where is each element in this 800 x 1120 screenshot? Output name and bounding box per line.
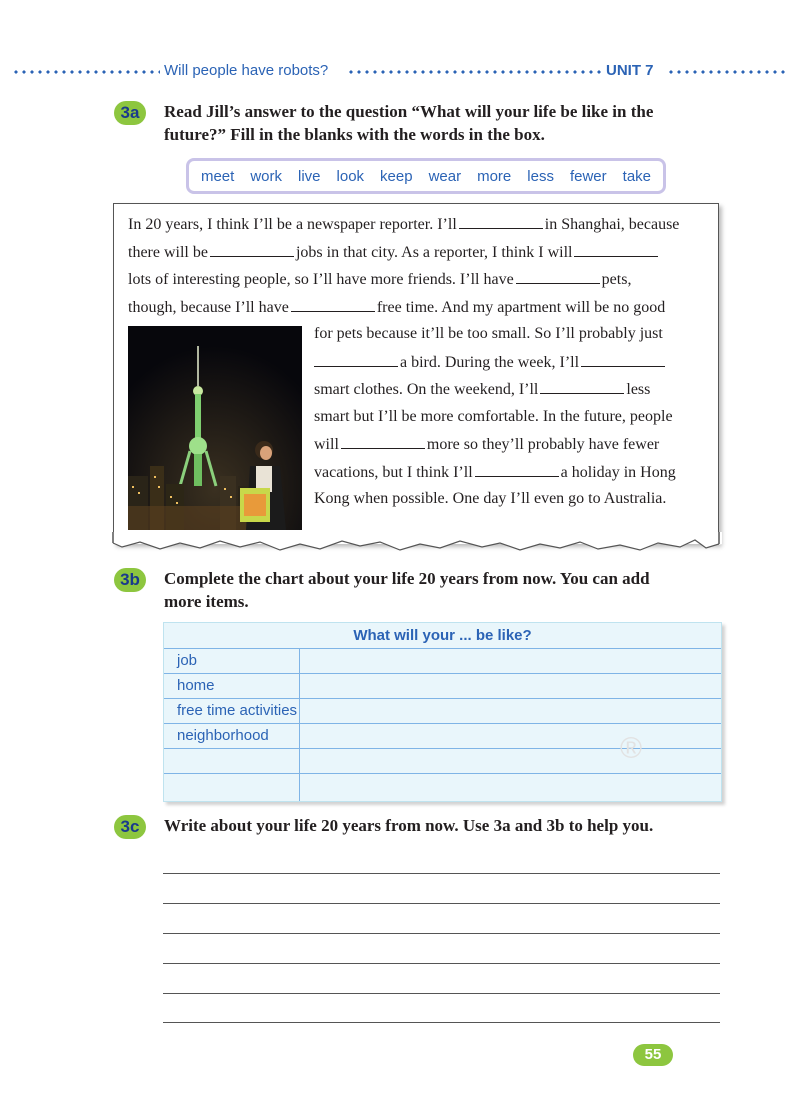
writing-line-1[interactable] bbox=[163, 873, 720, 874]
passage-line-3: lots of interesting people, so I’ll have more friends. I’ll have pets, bbox=[128, 271, 632, 288]
answer-blank-3[interactable] bbox=[574, 242, 658, 257]
header-dots-right bbox=[667, 70, 788, 74]
answer-blank-9[interactable] bbox=[341, 434, 425, 449]
instruction-3b-line2: more items. bbox=[164, 592, 249, 611]
chart-row-label: neighborhood bbox=[177, 727, 269, 744]
word-look: look bbox=[336, 167, 365, 185]
instruction-3a-line2: future?” Fill in the blanks with the words in the box. bbox=[164, 125, 545, 144]
chart-row-label: free time activities bbox=[177, 702, 298, 719]
answer-blank-8[interactable] bbox=[540, 379, 624, 394]
chart-title: What will your ... be like? bbox=[353, 627, 532, 644]
word-meet: meet bbox=[200, 167, 235, 185]
header-dots-middle bbox=[347, 70, 602, 74]
word-live: live bbox=[298, 167, 321, 185]
writing-line-5[interactable] bbox=[163, 993, 720, 994]
passage-line-1: In 20 years, I think I’ll be a newspaper reporter. I’ll in Shanghai, because bbox=[128, 216, 680, 233]
section-badge-3a: 3a bbox=[114, 101, 146, 125]
header-unit: UNIT 7 bbox=[602, 62, 658, 79]
word-less: less bbox=[527, 167, 554, 185]
writing-line-2[interactable] bbox=[163, 903, 720, 904]
instruction-3c: Write about your life 20 years from now. Use 3a and 3b to help you. bbox=[164, 816, 654, 835]
chart-row-label: job bbox=[177, 652, 198, 669]
passage-line-10: vacations, but I think I’ll a holiday in Hong bbox=[314, 464, 676, 481]
passage-line-5: for pets because it’ll be too small. So I’ll probably just bbox=[314, 325, 663, 342]
writing-line-6[interactable] bbox=[163, 1022, 720, 1023]
chart-row-empty-2[interactable] bbox=[164, 773, 721, 799]
life-chart bbox=[163, 622, 722, 802]
word-fewer: fewer bbox=[569, 167, 607, 185]
registered-watermark: ® bbox=[620, 732, 643, 765]
chart-row-label: home bbox=[177, 677, 215, 694]
answer-blank-7[interactable] bbox=[581, 352, 665, 367]
page-number: 55 bbox=[633, 1044, 673, 1066]
word-more: more bbox=[477, 167, 512, 185]
answer-blank-4[interactable] bbox=[516, 269, 600, 284]
word-wear: wear bbox=[428, 167, 462, 185]
page-header bbox=[12, 62, 788, 84]
word-keep: keep bbox=[380, 167, 413, 185]
passage-line-2: there will be jobs in that city. As a reporter, I think I will bbox=[128, 242, 660, 263]
passage-line-9: will more so they’ll probably have fewer bbox=[314, 436, 660, 453]
shanghai-night-photo bbox=[128, 326, 302, 530]
instruction-3b-line1: Complete the chart about your life 20 years from now. You can add bbox=[164, 569, 650, 588]
answer-blank-6[interactable] bbox=[314, 352, 398, 367]
answer-blank-2[interactable] bbox=[210, 242, 294, 257]
writing-line-4[interactable] bbox=[163, 963, 720, 964]
word-work: work bbox=[250, 167, 282, 185]
passage-line-4: though, because I’ll have free time. And my apartment will be no good bbox=[128, 299, 666, 316]
section-badge-3b: 3b bbox=[114, 568, 146, 592]
chart-row-free-time[interactable] bbox=[164, 698, 721, 724]
answer-blank-10[interactable] bbox=[475, 462, 559, 477]
passage-line-11: Kong when possible. One day I’ll even go to Australia. bbox=[314, 490, 667, 507]
passage-line-6: a bird. During the week, I’ll bbox=[314, 352, 667, 373]
chart-row-home[interactable] bbox=[164, 673, 721, 699]
passage-line-7: smart clothes. On the weekend, I’ll less bbox=[314, 381, 651, 398]
header-title: Will people have robots? bbox=[160, 62, 332, 79]
answer-blank-1[interactable] bbox=[459, 214, 543, 229]
section-badge-3c: 3c bbox=[114, 815, 146, 839]
word-take: take bbox=[622, 167, 652, 185]
passage-line-8: smart but I’ll be more comfortable. In the future, people bbox=[314, 408, 673, 425]
instruction-3a-line1: Read Jill’s answer to the question “What will your life be like in the bbox=[164, 102, 654, 121]
word-box bbox=[186, 158, 666, 194]
answer-blank-5[interactable] bbox=[291, 297, 375, 312]
header-dots-left bbox=[12, 70, 162, 74]
chart-row-job[interactable] bbox=[164, 648, 721, 674]
torn-paper-edge bbox=[110, 532, 722, 556]
writing-line-3[interactable] bbox=[163, 933, 720, 934]
chart-column-divider bbox=[299, 648, 300, 801]
